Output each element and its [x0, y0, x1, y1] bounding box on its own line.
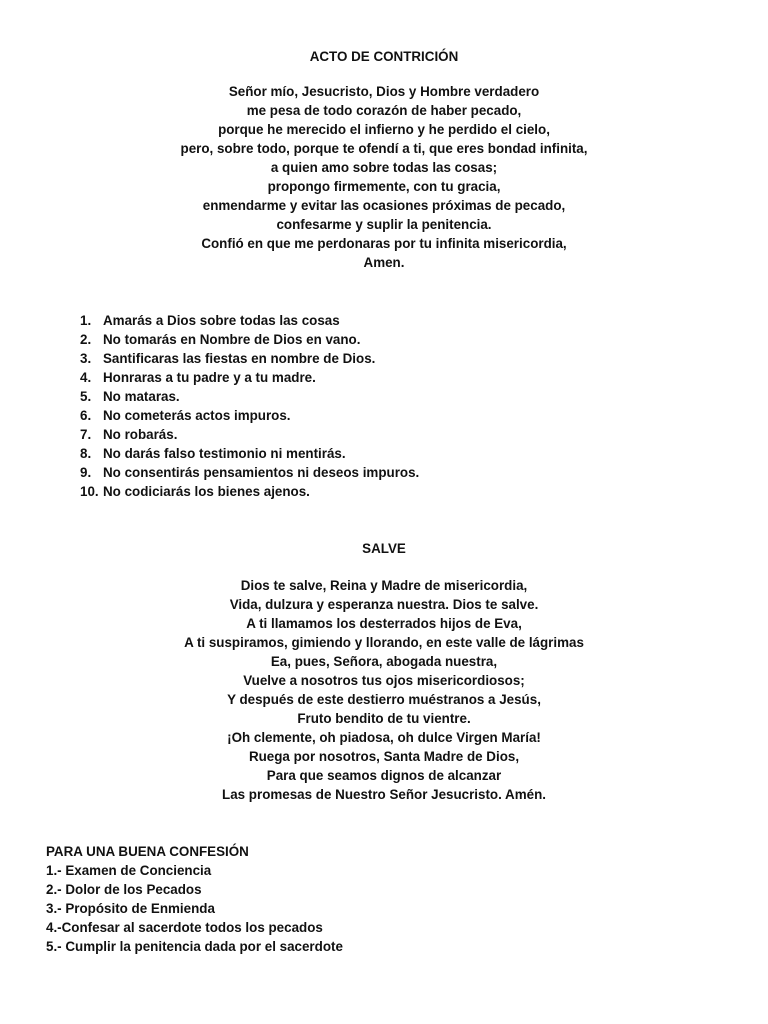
acto-line: Amen.: [363, 255, 405, 270]
acto-line: propongo firmemente, con tu gracia,: [267, 179, 501, 194]
acto-line: pero, sobre todo, porque te ofendí a ti, que eres bondad infinita,: [180, 141, 588, 156]
list-item: [80, 311, 720, 330]
salve-line: A ti suspiramos, gimiendo y llorando, en este valle de lágrimas: [184, 635, 584, 650]
salve-line: Vuelve a nosotros tus ojos misericordiosos;: [243, 673, 525, 688]
confesion-section: [46, 842, 726, 956]
acto-prayer: [0, 82, 768, 272]
salve-line: Ruega por nosotros, Santa Madre de Dios,: [248, 749, 520, 764]
list-item: [80, 463, 720, 482]
list-text: No mataras.: [103, 389, 180, 404]
commandments-list: [80, 311, 720, 501]
list-number: 8.: [80, 446, 92, 461]
salve-prayer: [0, 576, 768, 804]
list-number: 3.: [80, 351, 92, 366]
list-text: Santificaras las fiestas en nombre de Dios.: [103, 351, 376, 366]
list-number: 5.: [80, 389, 92, 404]
acto-line: a quien amo sobre todas las cosas;: [270, 160, 498, 175]
list-text: No consentirás pensamientos ni deseos impuros.: [103, 465, 420, 480]
confesion-title: PARA UNA BUENA CONFESIÓN: [46, 844, 249, 859]
list-item: [80, 444, 720, 463]
list-item: [80, 482, 720, 501]
salve-line: Dios te salve, Reina y Madre de misericordia,: [240, 578, 528, 593]
list-number: 4.: [80, 370, 92, 385]
confesion-step: 5.- Cumplir la penitencia dada por el sacerdote: [46, 939, 343, 954]
list-text: No cometerás actos impuros.: [103, 408, 291, 423]
list-text: No tomarás en Nombre de Dios en vano.: [103, 332, 361, 347]
salve-line: Y después de este destierro muéstranos a Jesús,: [227, 692, 541, 707]
confesion-step: 3.- Propósito de Enmienda: [46, 901, 215, 916]
list-item: [80, 425, 720, 444]
acto-line: confesarme y suplir la penitencia.: [276, 217, 492, 232]
salve-line: ¡Oh clemente, oh piadosa, oh dulce Virgen María!: [227, 730, 541, 745]
list-number: 2.: [80, 332, 92, 347]
confesion-step: 2.- Dolor de los Pecados: [46, 882, 202, 897]
list-number: 7.: [80, 427, 92, 442]
acto-line: enmendarme y evitar las ocasiones próximas de pecado,: [202, 198, 566, 213]
salve-line: Las promesas de Nuestro Señor Jesucristo. Amén.: [222, 787, 546, 802]
acto-line: me pesa de todo corazón de haber pecado,: [246, 103, 522, 118]
list-text: No darás falso testimonio ni mentirás.: [103, 446, 346, 461]
list-number: 9.: [80, 465, 92, 480]
salve-line: Ea, pues, Señora, abogada nuestra,: [270, 654, 498, 669]
list-number: 10.: [80, 484, 99, 499]
confesion-step: 4.-Confesar al sacerdote todos los pecados: [46, 920, 323, 935]
list-item: [80, 406, 720, 425]
list-text: Amarás a Dios sobre todas las cosas: [103, 313, 340, 328]
list-item: [80, 349, 720, 368]
confesion-step: 1.- Examen de Conciencia: [46, 863, 212, 878]
list-number: 6.: [80, 408, 92, 423]
list-text: No robarás.: [103, 427, 178, 442]
list-text: No codiciarás los bienes ajenos.: [103, 484, 310, 499]
acto-line: Señor mío, Jesucristo, Dios y Hombre verdadero: [228, 84, 540, 99]
list-item: [80, 368, 720, 387]
salve-line: Vida, dulzura y esperanza nuestra. Dios te salve.: [229, 597, 539, 612]
salve-line: Para que seamos dignos de alcanzar: [266, 768, 502, 783]
list-item: [80, 330, 720, 349]
list-text: Honraras a tu padre y a tu madre.: [103, 370, 316, 385]
acto-title: ACTO DE CONTRICIÓN: [309, 49, 459, 64]
salve-line: A ti llamamos los desterrados hijos de Eva,: [246, 616, 522, 631]
salve-title: SALVE: [362, 541, 406, 556]
list-item: [80, 387, 720, 406]
acto-line: porque he merecido el infierno y he perdido el cielo,: [218, 122, 550, 137]
list-number: 1.: [80, 313, 92, 328]
acto-line: Confió en que me perdonaras por tu infinita misericordia,: [201, 236, 567, 251]
salve-line: Fruto bendito de tu vientre.: [297, 711, 471, 726]
